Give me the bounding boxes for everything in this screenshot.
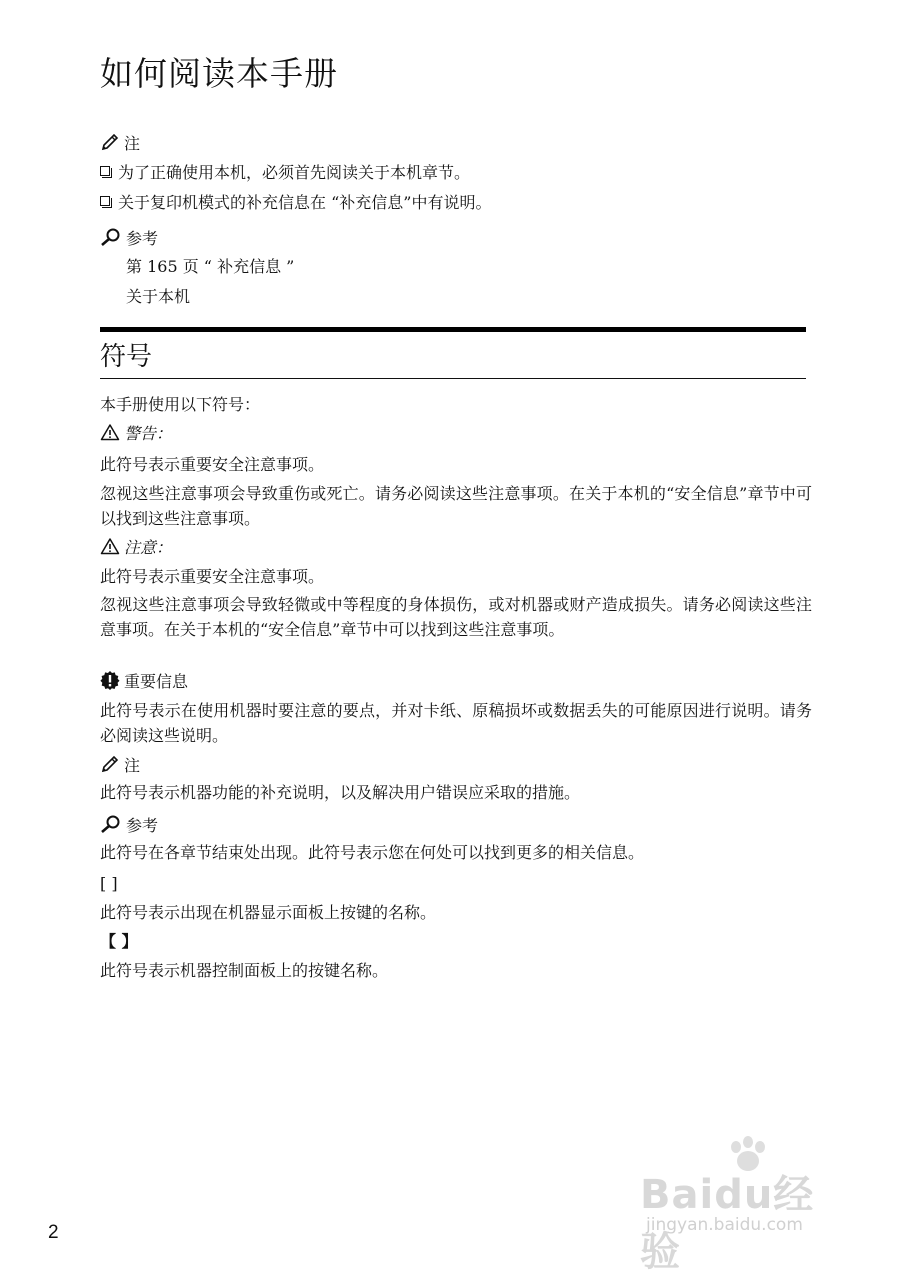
note2-text: 此符号表示机器功能的补充说明，以及解决用户错误应采取的措施。 [100,783,581,802]
page-title: 如何阅读本手册 [100,54,338,93]
pencil-icon [100,754,120,774]
watermark-url: jingyan.baidu.com [646,1215,803,1235]
watermark-logo: Baidu经验 [640,1172,815,1275]
baidu-watermark [640,1135,850,1275]
page-number: 2 [48,1222,59,1243]
section-underline [100,378,806,379]
reference2-label: 参考 [126,815,159,835]
caution-description: 忽视这些注意事项会导致轻微或中等程度的身体损伤，或对机器或财产造成损失。请务必阅读这些注意事项。在关于本机的“安全信息”章节中可以找到这些注意事项。 [100,595,812,639]
important-badge-icon [100,670,120,690]
reference-link[interactable]: 关于本机 [126,287,191,306]
warning-heading [100,420,172,444]
section-title: 符号 [100,342,153,372]
note-item [100,158,470,184]
panel-bracket-symbol: 【 】 [100,932,138,951]
note-item-text: 为了正确使用本机，必须首先阅读关于本机章节。 [118,162,471,182]
caution-text: 此符号表示重要安全注意事项。 [100,567,325,586]
panel-bracket-text: 此符号表示机器控制面板上的按键名称。 [100,961,389,980]
warning-triangle-icon [100,423,120,441]
caution-triangle-icon [100,537,120,555]
note-item [100,188,491,214]
intro-text: 本手册使用以下符号： [100,395,261,414]
reference2-heading [100,812,158,836]
note-label: 注 [124,133,141,153]
note2-heading [100,752,140,776]
important-text: 此符号表示在使用机器时要注意的要点，并对卡纸、原稿损坏或数据丢失的可能原因进行说明。请务必阅读这些说明。 [100,701,812,745]
magnifier-icon [100,227,122,247]
warning-description: 忽视这些注意事项会导致重伤或死亡。请务必阅读这些注意事项。在关于本机的“安全信息”章节中可以找到这些注意事项。 [100,484,812,528]
important-heading [100,668,188,692]
reference-heading [100,225,158,249]
caution-heading [100,534,172,558]
section-divider [100,327,806,332]
caution-label: 注意： [124,537,173,557]
important-label: 重要信息 [124,671,189,691]
warning-label: 警告： [124,423,173,443]
reference2-text: 此符号在各章节结束处出现。此符号表示您在何处可以找到更多的相关信息。 [100,843,645,862]
magnifier-icon [100,814,122,834]
note2-label: 注 [124,755,141,775]
note-item-text: 关于复印机模式的补充信息在 “补充信息”中有说明。 [118,192,492,212]
checkbox-bullet-icon [100,196,110,206]
warning-text: 此符号表示重要安全注意事项。 [100,455,325,474]
reference-label: 参考 [126,228,159,248]
checkbox-bullet-icon [100,166,110,176]
display-bracket-symbol: [ ] [100,874,118,893]
display-bracket-text: 此符号表示出现在机器显示面板上按键的名称。 [100,903,437,922]
pencil-icon [100,132,120,152]
note-heading [100,130,140,154]
reference-link[interactable]: 第 165 页 “ 补充信息 ” [126,257,295,276]
